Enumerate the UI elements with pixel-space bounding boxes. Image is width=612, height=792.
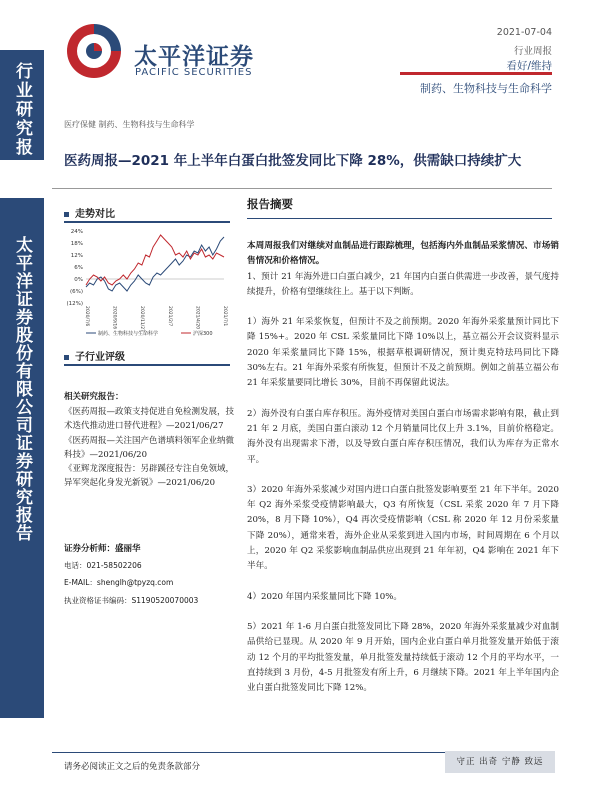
sidebar-category-band (0, 50, 44, 160)
summary-paragraph: 5）2021 年 1-6 月白蛋白批签发同比下降 28%，2020 年海外采浆量减少对血制品供给已显现。从 2020 年 9 月开始，国内企业白蛋白单月批签发量开始低于滚动 12 个月的平均批签发量，单月批签发量持续低于滚动 12 个月的平均水平，一直持续到 3 月份，4-5 月批签发有所上升，6 月继续下降。2021 年上半年国内企业白蛋白批签发同比下降 12%。 (247, 621, 559, 694)
y-tick-label: (6%) (69, 289, 83, 295)
sidebar (0, 0, 44, 792)
sub-rating-heading (64, 348, 125, 363)
related-report-item[interactable]: 《亚辉龙深度报告：另辟蹊径专注自免领域，异军突起化身发光新锐》—2021/06/20 (64, 464, 235, 489)
sub-rating-heading-text: 子行业评级 (75, 352, 125, 363)
report-type: 行业周报 (513, 46, 552, 57)
summary-rule (247, 218, 552, 219)
series-line (86, 235, 224, 285)
y-tick-label: (12%) (66, 301, 83, 307)
series-line (86, 237, 224, 291)
analyst-phone: 电话：021-58502206 (64, 561, 142, 570)
breadcrumb: 医疗保健 制药、生物科技与生命科学 (64, 120, 195, 129)
legend-label: 制药、生物科技与生命科学 (98, 331, 159, 337)
sidebar-company-band (0, 198, 44, 718)
x-tick-label: 2020/9/16 (111, 306, 117, 330)
report-date: 2021-07-04 (496, 27, 552, 38)
legend-label: 沪深300 (193, 331, 213, 337)
trend-heading-text: 走势对比 (75, 209, 115, 220)
analyst-name: 证券分析师：盛丽华 (64, 544, 141, 554)
y-tick-label: 18% (70, 241, 83, 247)
summary-lead: 本周周报我们对继续对血制品进行跟踪梳理，包括海内外血制品采浆情况、市场销售情况和价格情况。 (247, 241, 559, 267)
y-tick-label: 0% (74, 277, 83, 283)
summary-paragraph: 1）海外 21 年采浆恢复，但预计不及之前预期。2020 年海外采浆量预计同比下降 15%+。2020 年 CSL 采浆量同比下降 10%以上，基立福公开会议资料显示 2020 年采浆量同比下降 15%，根据草根调研情况，预计奥克特珐玛同比下降 30%左右。21 年海外采浆有所恢复，但预计不及之前预期。例如之前基立福公布 21 年采浆量要同比增长 30%，目前不再保留此说法。 (247, 317, 559, 389)
y-tick-label: 6% (74, 265, 83, 271)
sub-rating-rule (64, 364, 230, 366)
summary-heading: 报告摘要 (247, 197, 293, 211)
x-tick-label: 2020/11/27 (139, 306, 145, 332)
related-reports-label: 相关研究报告： (64, 392, 124, 402)
header-red-rule (400, 72, 552, 75)
sidebar-category-text: 行业研究报 (12, 61, 32, 157)
title-divider (52, 188, 552, 189)
x-tick-label: 2020/7/6 (84, 306, 89, 327)
footer-disclaimer[interactable]: 请务必阅读正文之后的免责条款部分 (64, 762, 201, 772)
brand-name-cn: 太平洋证券 (134, 44, 254, 70)
trend-section-rule (64, 221, 230, 223)
analyst-license: 执业资格证书编码：S1190520070003 (64, 596, 199, 605)
summary-paragraph: 1、预计 21 年海外进口白蛋白减少，21 年国内白蛋白供需进一步改善，景气度持续提升，价格有望继续往上。基于以下判断。 (247, 271, 559, 297)
y-tick-label: 24% (70, 229, 83, 235)
summary-paragraph: 3）2020 年海外采浆减少对国内进口白蛋白批签发影响要至 21 年下半年。2020 年 Q2 海外采浆受疫情影响最大，Q3 有所恢复（CSL 采浆 2020 年 7 月下降 20%，8 月下降 10%），Q4 再次受疫情影响（CSL 称 2020 年 12 月份采浆量下降 20%），通常来看，海外企业从采浆到进入国内市场，时间周期在 6 个月以上，2020 年 Q2 采浆影响血制品供应出现到 21 年年初，Q4 影响在 2021 年下半年。 (247, 484, 559, 572)
trend-section-heading (64, 205, 115, 220)
pacific-securities-logo-icon (64, 20, 124, 82)
page-title: 医药周报—2021 年上半年白蛋白批签发同比下降 28%，供需缺口持续扩大 (64, 153, 522, 169)
industry-rating: 看好/维持 (506, 60, 552, 72)
analyst-email[interactable]: E-MAIL：shenglh@tpyzq.com (64, 578, 174, 587)
x-tick-label: 2021/2/7 (166, 306, 172, 327)
square-bullet-icon (64, 212, 69, 217)
y-tick-label: 12% (70, 253, 83, 259)
brand-name-en: PACIFIC SECURITIES (135, 67, 253, 78)
x-tick-label: 2021/7/1 (222, 306, 227, 327)
related-report-item[interactable]: 《医药周报—关注国产色谱填料领军企业纳微科技》—2021/06/20 (64, 435, 235, 460)
sidebar-company-text: 太平洋证券股份有限公司证券研究报告 (12, 236, 32, 542)
report-sector: 制药、生物科技与生命科学 (420, 82, 552, 95)
footer-motto: 守正 出奇 宁静 致远 (445, 751, 555, 773)
square-bullet-icon (64, 355, 69, 360)
related-report-item[interactable]: 《医药周报—政策支持促进自免检测发展，技术迭代推动进口替代进程》—2021/06/27 (64, 407, 235, 432)
summary-paragraph: 2）海外没有白蛋白库存积压。海外疫情对美国白蛋白市场需求影响有限，截止到 21 年 2 月底，美国白蛋白滚动 12 个月销量同比仅上升 3.1%，目前价格稳定。海外没有出现需求下滑，以及导致白蛋白库存积压情况，我们认为库存为正常水平。 (247, 408, 559, 465)
summary-body (247, 239, 559, 711)
summary-paragraph: 4）2020 年国内采浆量同比下降 10%。 (247, 591, 403, 602)
trend-chart (64, 225, 230, 341)
x-tick-label: 2021/4/20 (194, 306, 200, 330)
related-reports-list (64, 405, 234, 491)
